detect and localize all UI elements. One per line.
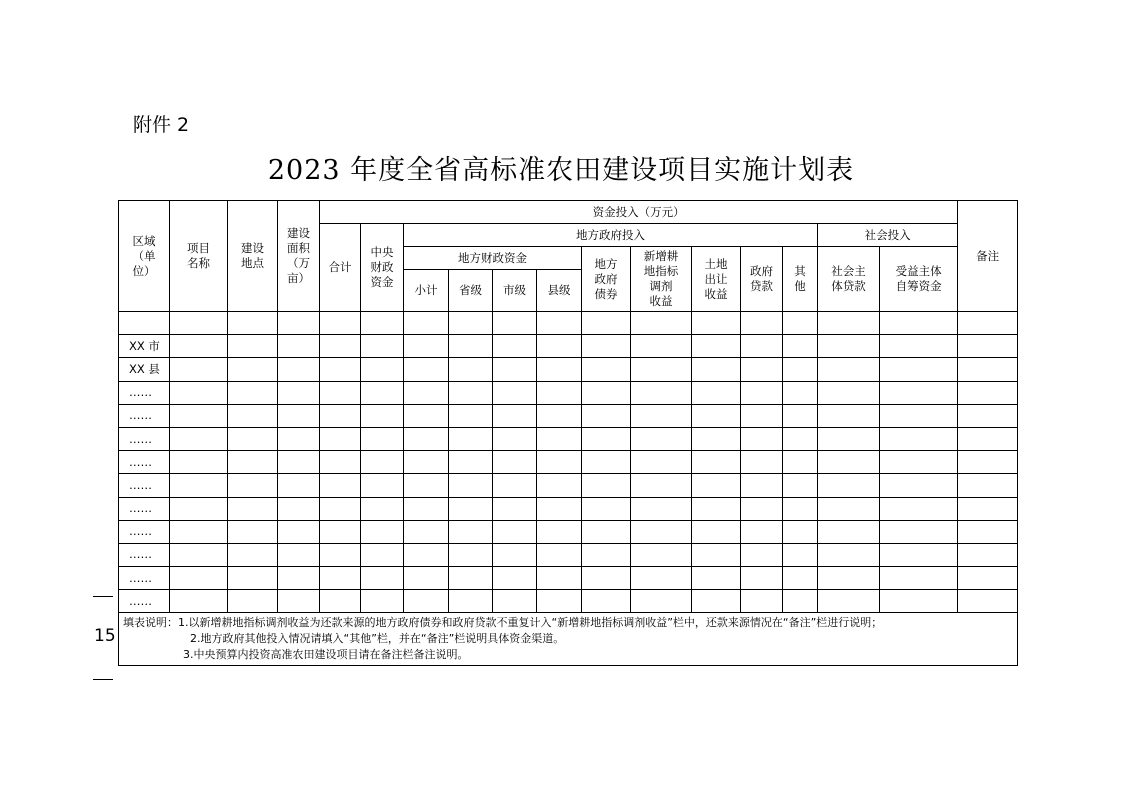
table-cell	[741, 590, 783, 613]
table-cell	[692, 427, 741, 450]
table-cell	[582, 567, 631, 590]
table-cell	[537, 358, 582, 381]
table-cell	[880, 474, 958, 497]
table-cell	[631, 590, 692, 613]
attachment-label: 附件 2	[133, 114, 190, 136]
table-cell	[320, 451, 361, 474]
header-other: 其 他	[783, 247, 818, 312]
row-region-cell	[119, 312, 170, 335]
header-local-bonds: 地方 政府 债券	[582, 247, 631, 312]
table-cell	[493, 312, 537, 335]
table-cell	[692, 543, 741, 566]
table-cell	[783, 381, 818, 404]
table-cell	[692, 497, 741, 520]
table-cell	[818, 427, 880, 450]
table-cell	[278, 451, 320, 474]
table-cell	[278, 427, 320, 450]
table-cell	[361, 590, 404, 613]
table-cell	[170, 474, 228, 497]
table-row	[119, 404, 1018, 427]
row-region-cell: ……	[119, 497, 170, 520]
table-cell	[361, 381, 404, 404]
table-row	[119, 381, 1018, 404]
table-cell	[582, 543, 631, 566]
row-region-cell: ……	[119, 451, 170, 474]
table-cell	[361, 567, 404, 590]
table-cell	[783, 590, 818, 613]
table-cell	[783, 543, 818, 566]
table-cell	[361, 335, 404, 358]
table-cell	[449, 381, 493, 404]
table-cell	[320, 358, 361, 381]
table-cell	[783, 335, 818, 358]
table-cell	[537, 474, 582, 497]
header-province: 省级	[449, 270, 493, 312]
table-cell	[537, 312, 582, 335]
table-cell	[228, 451, 278, 474]
table-cell	[582, 312, 631, 335]
header-area: 建设 面积 （万 亩）	[278, 201, 320, 312]
table-cell	[958, 590, 1018, 613]
table-cell	[631, 358, 692, 381]
header-region: 区域 （单 位）	[119, 201, 170, 312]
table-cell	[783, 451, 818, 474]
page-dash-top	[93, 596, 113, 597]
table-cell	[320, 520, 361, 543]
table-cell	[493, 590, 537, 613]
table-cell	[170, 335, 228, 358]
table-cell	[449, 312, 493, 335]
table-cell	[449, 451, 493, 474]
table-cell	[493, 335, 537, 358]
table-cell	[818, 451, 880, 474]
table-cell	[582, 590, 631, 613]
table-cell	[449, 520, 493, 543]
table-row	[119, 427, 1018, 450]
table-cell	[783, 404, 818, 427]
table-cell	[404, 451, 449, 474]
table-cell	[818, 381, 880, 404]
table-cell	[631, 567, 692, 590]
table-cell	[170, 520, 228, 543]
header-farmland-index: 新增耕 地指标 调剂 收益	[631, 247, 692, 312]
header-social: 社会投入	[818, 224, 958, 247]
table-cell	[537, 404, 582, 427]
table-cell	[320, 474, 361, 497]
header-social-loans: 社会主 体贷款	[818, 247, 880, 312]
table-cell	[880, 404, 958, 427]
table-cell	[493, 474, 537, 497]
table-cell	[631, 543, 692, 566]
table-cell	[958, 474, 1018, 497]
table-cell	[582, 474, 631, 497]
table-cell	[631, 520, 692, 543]
table-cell	[783, 312, 818, 335]
table-cell	[582, 520, 631, 543]
table-cell	[170, 358, 228, 381]
table-cell	[818, 335, 880, 358]
table-cell	[958, 497, 1018, 520]
table-row	[119, 312, 1018, 335]
table-cell	[582, 404, 631, 427]
table-cell	[320, 404, 361, 427]
table-cell	[537, 451, 582, 474]
row-region-cell: ……	[119, 404, 170, 427]
table-cell	[631, 427, 692, 450]
table-cell	[493, 543, 537, 566]
table-cell	[582, 497, 631, 520]
table-cell	[741, 381, 783, 404]
table-cell	[278, 520, 320, 543]
table-cell	[228, 312, 278, 335]
table-cell	[449, 358, 493, 381]
table-cell	[818, 497, 880, 520]
table-cell	[361, 404, 404, 427]
table-cell	[320, 381, 361, 404]
header-local-fiscal: 地方财政资金	[404, 247, 582, 270]
table-cell	[278, 404, 320, 427]
header-funding: 资金投入（万元）	[320, 201, 958, 224]
table-cell	[818, 358, 880, 381]
table-row	[119, 567, 1018, 590]
table-cell	[880, 497, 958, 520]
table-cell	[278, 358, 320, 381]
table-cell	[404, 312, 449, 335]
row-region-cell: ……	[119, 381, 170, 404]
table-cell	[631, 474, 692, 497]
table-cell	[320, 497, 361, 520]
header-location: 建设 地点	[228, 201, 278, 312]
table-cell	[228, 404, 278, 427]
table-cell	[449, 474, 493, 497]
table-cell	[741, 567, 783, 590]
table-cell	[631, 497, 692, 520]
table-cell	[493, 497, 537, 520]
table-cell	[493, 427, 537, 450]
table-cell	[449, 335, 493, 358]
row-region-cell: XX 县	[119, 358, 170, 381]
table-cell	[958, 335, 1018, 358]
table-cell	[631, 335, 692, 358]
table-cell	[170, 567, 228, 590]
table-cell	[170, 497, 228, 520]
table-cell	[880, 590, 958, 613]
table-cell	[582, 381, 631, 404]
table-cell	[958, 451, 1018, 474]
table-cell	[692, 451, 741, 474]
table-cell	[741, 427, 783, 450]
table-cell	[320, 312, 361, 335]
table-cell	[880, 358, 958, 381]
table-cell	[692, 474, 741, 497]
table-cell	[582, 358, 631, 381]
table-cell	[320, 590, 361, 613]
header-land-transfer: 土地 出让 收益	[692, 247, 741, 312]
table-cell	[493, 520, 537, 543]
table-cell	[449, 404, 493, 427]
table-cell	[449, 497, 493, 520]
table-cell	[449, 543, 493, 566]
table-cell	[818, 520, 880, 543]
table-cell	[692, 381, 741, 404]
header-gov-loans: 政府 贷款	[741, 247, 783, 312]
table-cell	[228, 335, 278, 358]
table-cell	[741, 312, 783, 335]
table-cell	[818, 543, 880, 566]
table-cell	[320, 427, 361, 450]
table-cell	[818, 312, 880, 335]
row-region-cell: ……	[119, 427, 170, 450]
table-cell	[958, 358, 1018, 381]
table-cell	[783, 497, 818, 520]
row-region-cell: ……	[119, 543, 170, 566]
table-cell	[449, 590, 493, 613]
note-line: 2.地方政府其他投入情况请填入“其他”栏，并在“备注”栏说明具体资金渠道。	[190, 632, 565, 646]
table-cell	[818, 590, 880, 613]
table-cell	[361, 520, 404, 543]
table-cell	[880, 520, 958, 543]
table-cell	[404, 335, 449, 358]
table-cell	[582, 427, 631, 450]
table-row	[119, 451, 1018, 474]
table-cell	[170, 312, 228, 335]
table-cell	[404, 358, 449, 381]
table-cell	[404, 567, 449, 590]
table-cell	[228, 520, 278, 543]
header-subtotal: 小计	[404, 270, 449, 312]
table-cell	[537, 567, 582, 590]
table-row	[119, 543, 1018, 566]
table-cell	[631, 312, 692, 335]
table-cell	[880, 335, 958, 358]
table-cell	[228, 497, 278, 520]
header-central: 中央 财政 资金	[361, 224, 404, 312]
table-cell	[493, 451, 537, 474]
table-cell	[278, 590, 320, 613]
table-cell	[537, 427, 582, 450]
table-cell	[404, 543, 449, 566]
table-cell	[361, 474, 404, 497]
table-cell	[170, 381, 228, 404]
table-cell	[692, 520, 741, 543]
table-cell	[741, 520, 783, 543]
table-cell	[880, 543, 958, 566]
table-cell	[958, 312, 1018, 335]
table-cell	[320, 543, 361, 566]
table-cell	[631, 381, 692, 404]
table-cell	[228, 543, 278, 566]
table-cell	[361, 427, 404, 450]
table-cell	[880, 451, 958, 474]
table-cell	[404, 590, 449, 613]
table-cell	[493, 381, 537, 404]
table-cell	[404, 404, 449, 427]
table-cell	[228, 590, 278, 613]
table-cell	[741, 497, 783, 520]
table-cell	[880, 427, 958, 450]
table-cell	[170, 404, 228, 427]
table-cell	[741, 358, 783, 381]
table-cell	[631, 404, 692, 427]
table-cell	[278, 543, 320, 566]
table-cell	[692, 567, 741, 590]
row-region-cell: ……	[119, 567, 170, 590]
header-project-name: 项目 名称	[170, 201, 228, 312]
table-row	[119, 358, 1018, 381]
page-dash-bottom	[93, 679, 113, 680]
table-cell	[958, 567, 1018, 590]
table-cell	[537, 590, 582, 613]
table-cell	[278, 497, 320, 520]
table-cell	[783, 358, 818, 381]
table-cell	[361, 451, 404, 474]
page-title: 2023 年度全省高标准农田建设项目实施计划表	[267, 155, 855, 186]
table-cell	[493, 404, 537, 427]
table-cell	[880, 312, 958, 335]
table-cell	[228, 567, 278, 590]
note-line: 3.中央预算内投资高准农田建设项目请在备注栏备注说明。	[183, 648, 469, 662]
table-cell	[170, 451, 228, 474]
table-row	[119, 520, 1018, 543]
table-cell	[278, 381, 320, 404]
table-row	[119, 474, 1018, 497]
table-cell	[741, 543, 783, 566]
table-cell	[818, 474, 880, 497]
table-cell	[493, 567, 537, 590]
table-cell	[958, 404, 1018, 427]
header-local-gov: 地方政府投入	[404, 224, 818, 247]
table-cell	[692, 312, 741, 335]
table-cell	[404, 474, 449, 497]
table-cell	[818, 567, 880, 590]
table-cell	[783, 567, 818, 590]
table-cell	[320, 567, 361, 590]
table-cell	[818, 404, 880, 427]
header-self-funds: 受益主体 自筹资金	[880, 247, 958, 312]
table-cell	[958, 427, 1018, 450]
table-cell	[783, 474, 818, 497]
table-cell	[783, 427, 818, 450]
table-cell	[692, 335, 741, 358]
table-cell	[449, 427, 493, 450]
table-cell	[228, 358, 278, 381]
table-cell	[278, 312, 320, 335]
table-cell	[537, 497, 582, 520]
row-region-cell: ……	[119, 590, 170, 613]
table-cell	[741, 335, 783, 358]
table-cell	[692, 590, 741, 613]
table-cell	[582, 451, 631, 474]
table-cell	[361, 312, 404, 335]
row-region-cell: XX 市	[119, 335, 170, 358]
table-cell	[958, 543, 1018, 566]
table-cell	[278, 474, 320, 497]
row-region-cell: ……	[119, 474, 170, 497]
table-cell	[404, 427, 449, 450]
table-cell	[537, 381, 582, 404]
table-cell	[741, 451, 783, 474]
table-cell	[582, 335, 631, 358]
table-cell	[228, 427, 278, 450]
table-cell	[741, 404, 783, 427]
table-cell	[278, 335, 320, 358]
fill-instructions	[119, 613, 1018, 666]
table-cell	[537, 335, 582, 358]
table-row	[119, 590, 1018, 613]
table-cell	[958, 520, 1018, 543]
table-cell	[631, 451, 692, 474]
table-cell	[170, 543, 228, 566]
table-cell	[692, 404, 741, 427]
plan-table	[118, 200, 1018, 666]
table-cell	[361, 497, 404, 520]
table-cell	[404, 497, 449, 520]
table-cell	[880, 567, 958, 590]
table-cell	[741, 474, 783, 497]
table-cell	[958, 381, 1018, 404]
table-cell	[278, 567, 320, 590]
table-cell	[537, 543, 582, 566]
header-county: 县级	[537, 270, 582, 312]
table-cell	[537, 520, 582, 543]
table-cell	[361, 543, 404, 566]
header-total: 合计	[320, 224, 361, 312]
page-number: 15	[94, 626, 116, 646]
table-cell	[404, 520, 449, 543]
table-cell	[404, 381, 449, 404]
table-cell	[783, 520, 818, 543]
table-cell	[170, 427, 228, 450]
note-line: 填表说明：1.以新增耕地指标调剂收益为还款来源的地方政府债券和政府贷款不重复计入“新增耕地指标调剂收益”栏中，还款来源情况在“备注”栏进行说明；	[123, 616, 883, 630]
table-row	[119, 335, 1018, 358]
table-cell	[320, 335, 361, 358]
table-cell	[228, 381, 278, 404]
table-cell	[170, 590, 228, 613]
table-cell	[493, 358, 537, 381]
table-row	[119, 497, 1018, 520]
header-city: 市级	[493, 270, 537, 312]
header-remarks: 备注	[958, 201, 1018, 312]
table-cell	[692, 358, 741, 381]
table-cell	[228, 474, 278, 497]
table-cell	[361, 358, 404, 381]
table-cell	[880, 381, 958, 404]
row-region-cell: ……	[119, 520, 170, 543]
table-cell	[449, 567, 493, 590]
